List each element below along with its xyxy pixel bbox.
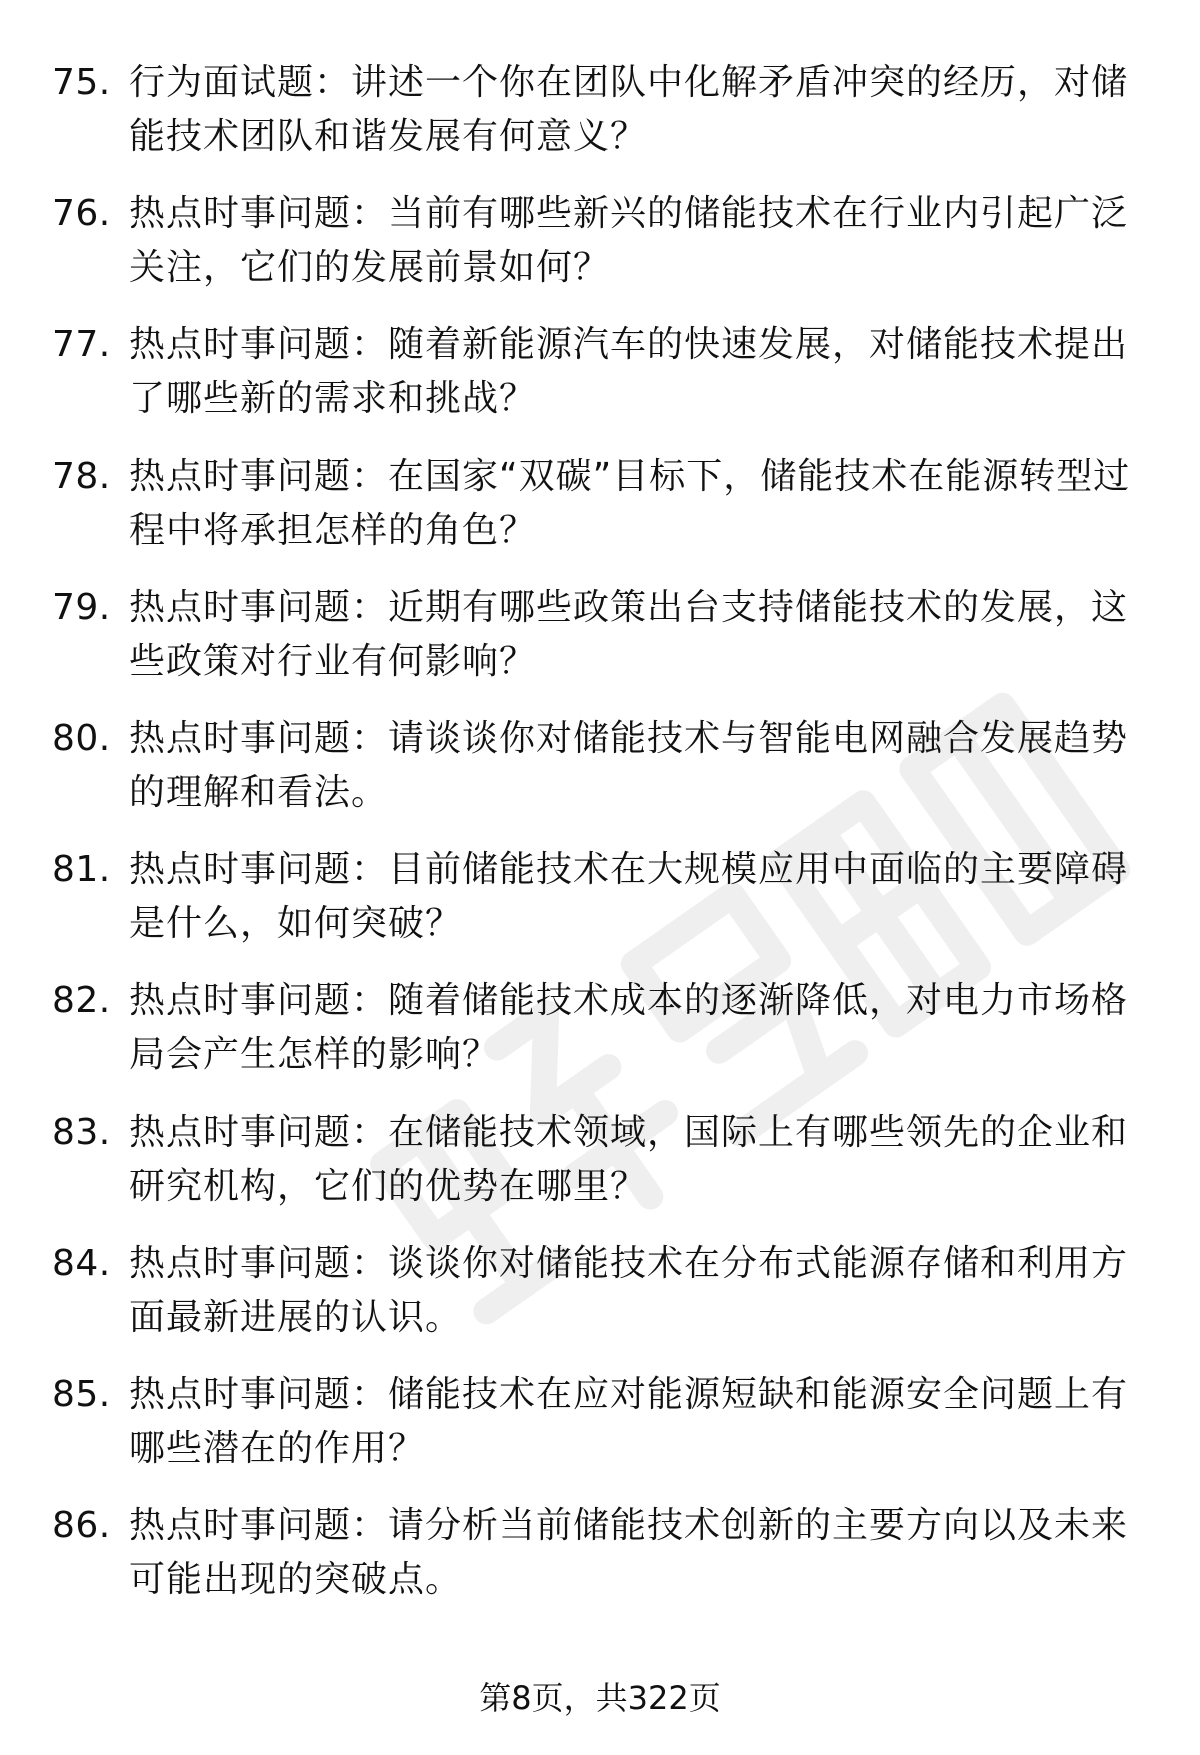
question-number: 76.: [52, 193, 111, 235]
question-number: 85.: [52, 1373, 111, 1415]
question-text: 热点时事问题：请分析当前储能技术创新的主要方向以及未来可能出现的突破点。: [129, 1505, 1129, 1601]
question-number: 81.: [52, 849, 111, 891]
question-list: [0, 56, 1200, 1630]
question-item: [0, 1368, 1200, 1499]
question-item: [0, 974, 1200, 1105]
question-number: 78.: [52, 455, 111, 497]
question-item: [0, 712, 1200, 843]
question-text: 热点时事问题：请谈谈你对储能技术与智能电网融合发展趋势的理解和看法。: [129, 717, 1129, 813]
question-item: [0, 450, 1200, 581]
question-item: [0, 843, 1200, 974]
page-number-footer: 第8页，共322页: [479, 1679, 721, 1717]
question-text: 热点时事问题：随着储能技术成本的逐渐降低，对电力市场格局会产生怎样的影响？: [129, 980, 1129, 1076]
question-text: 热点时事问题：目前储能技术在大规模应用中面临的主要障碍是什么，如何突破？: [129, 849, 1129, 945]
question-item: [0, 56, 1200, 187]
question-item: [0, 318, 1200, 449]
question-number: 80.: [52, 717, 111, 759]
question-text: 热点时事问题：在国家“双碳”目标下，储能技术在能源转型过程中将承担怎样的角色？: [129, 455, 1131, 551]
question-text: 热点时事问题：近期有哪些政策出台支持储能技术的发展，这些政策对行业有何影响？: [129, 586, 1129, 682]
question-item: [0, 1106, 1200, 1237]
question-number: 75.: [52, 62, 111, 103]
question-number: 77.: [52, 324, 111, 366]
question-item: [0, 1499, 1200, 1630]
question-item: [0, 187, 1200, 318]
question-number: 84.: [52, 1242, 111, 1284]
question-number: 82.: [52, 980, 111, 1022]
question-number: 86.: [52, 1505, 111, 1547]
question-text: 热点时事问题：储能技术在应对能源短缺和能源安全问题上有哪些潜在的作用？: [129, 1373, 1129, 1469]
question-text: 热点时事问题：当前有哪些新兴的储能技术在行业内引起广泛关注，它们的发展前景如何？: [129, 193, 1129, 289]
question-text: 热点时事问题：随着新能源汽车的快速发展，对储能技术提出了哪些新的需求和挑战？: [129, 324, 1129, 420]
question-text: 热点时事问题：谈谈你对储能技术在分布式能源存储和利用方面最新进展的认识。: [129, 1242, 1129, 1338]
question-item: [0, 581, 1200, 712]
question-number: 83.: [52, 1111, 111, 1153]
question-text: 热点时事问题：在储能技术领域，国际上有哪些领先的企业和研究机构，它们的优势在哪里？: [129, 1111, 1129, 1207]
question-number: 79.: [52, 586, 111, 628]
question-item: [0, 1237, 1200, 1368]
question-text: 行为面试题：讲述一个你在团队中化解矛盾冲突的经历，对储能技术团队和谐发展有何意义？: [129, 62, 1129, 157]
